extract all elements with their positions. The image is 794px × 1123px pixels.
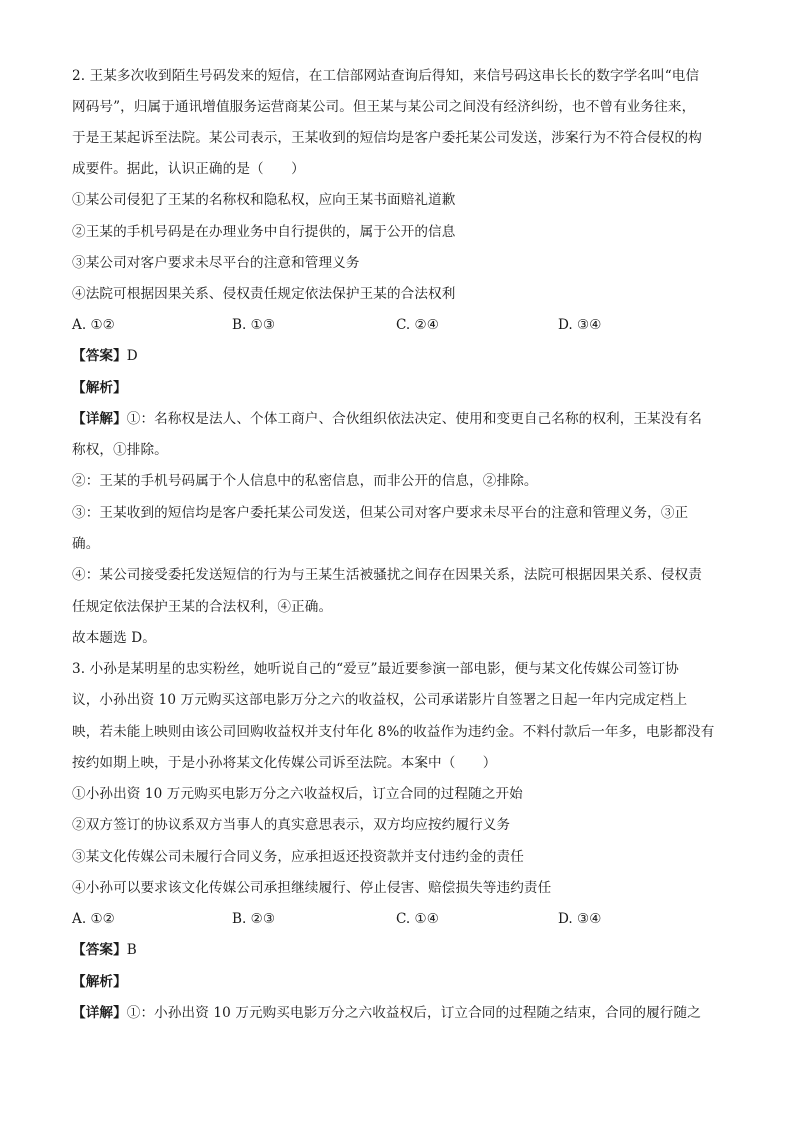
q2-detail-line-8: 故本题选 D。 xyxy=(72,630,156,646)
q3-option-d: D. ③④ xyxy=(558,911,602,927)
q2-detail-label: 【详解】 xyxy=(72,411,127,427)
q2-option-c: C. ②④ xyxy=(396,317,439,333)
q3-statement-1: ①小孙出资 10 万元购买电影万分之六收益权后，订立合同的过程随之开始 xyxy=(72,786,523,802)
q2-detail-line-3: ②：王某的手机号码属于个人信息中的私密信息，而非公开的信息，②排除。 xyxy=(72,473,538,489)
q3-statement-4: ④小孙可以要求该文化传媒公司承担继续履行、停止侵害、赔偿损失等违约责任 xyxy=(72,880,552,896)
q3-statement-3: ③某文化传媒公司未履行合同义务，应承担返还投资款并支付违约金的责任 xyxy=(72,849,524,865)
q2-option-d: D. ③④ xyxy=(558,317,602,333)
q3-stem-line-3: 映，若未能上映则由该公司回购收益权并支付年化 8%的收益作为违约金。不料付款后一年多，电影都没有 xyxy=(72,724,715,740)
q2-answer-value: D xyxy=(126,348,138,364)
q3-statement-2: ②双方签订的协议系双方当事人的真实意思表示，双方均应按约履行义务 xyxy=(72,817,511,833)
q2-detail-line-7: 任规定依法保护王某的合法权利，④正确。 xyxy=(72,599,333,615)
q2-option-a: A. ①② xyxy=(72,317,115,333)
q2-stem-line-2: 网码号”，归属于通讯增值服务运营商某公司。但王某与某公司之间没有经济纠纷，也不曾有业务往来， xyxy=(72,99,696,115)
q3-option-c: C. ①④ xyxy=(396,911,439,927)
q3-answer-value: B xyxy=(126,942,137,958)
q2-detail-line-6: ④：某公司接受委托发送短信的行为与王某生活被骚扰之间存在因果关系，法院可根据因果关系、侵权责 xyxy=(72,567,702,583)
q2-statement-1: ①某公司侵犯了王某的名称权和隐私权，应向王某书面赔礼道歉 xyxy=(72,192,456,208)
q3-option-b: B. ②③ xyxy=(232,911,276,927)
q3-option-a: A. ①② xyxy=(72,911,115,927)
q2-answer xyxy=(72,346,138,366)
q2-detail-line-2: 称权，①排除。 xyxy=(72,442,168,458)
q2-detail-line-5: 确。 xyxy=(72,536,100,552)
q2-statement-4: ④法院可根据因果关系、侵权责任规定依法保护王某的合法权利 xyxy=(72,286,456,302)
q2-detail-line-1 xyxy=(72,409,702,429)
q3-answer-label: 【答案】 xyxy=(72,942,127,958)
q3-detail-line-1 xyxy=(72,1003,701,1023)
q2-statement-3: ③某公司对客户要求未尽平台的注意和管理义务 xyxy=(72,255,360,271)
q2-detail-text-1: ①：名称权是法人、个体工商户、合伙组织依法决定、使用和变更自己名称的权利，王某没有名 xyxy=(126,411,702,427)
q2-detail-line-4: ③：王某收到的短信均是客户委托某公司发送，但某公司对客户要求未尽平台的注意和管理义务，③正 xyxy=(72,505,689,521)
q3-stem-line-4: 按约如期上映，于是小孙将某文化传媒公司诉至法院。本案中（ ） xyxy=(72,755,497,771)
q3-stem-line-2: 议，小孙出资 10 万元购买这部电影万分之六的收益权，公司承诺影片自签署之日起一年内完成定档上 xyxy=(72,692,688,708)
q3-stem-line-1: 3. 小孙是某明星的忠实粉丝，她听说自己的“爱豆”最近要参演一部电影，便与某文化传媒公司签订协 xyxy=(72,661,679,677)
q2-stem-line-4: 成要件。据此，认识正确的是（ ） xyxy=(72,161,305,177)
q2-options xyxy=(72,315,732,335)
q3-analysis-label: 【解析】 xyxy=(72,974,127,990)
q3-detail-label: 【详解】 xyxy=(72,1005,127,1021)
q2-answer-label: 【答案】 xyxy=(72,348,127,364)
q2-stem-line-1: 2. 王某多次收到陌生号码发来的短信，在工信部网站查询后得知，来信号码这串长长的数字学名叫“电信 xyxy=(72,68,700,84)
q3-options xyxy=(72,909,732,929)
q3-answer xyxy=(72,940,137,960)
q2-stem-line-3: 于是王某起诉至法院。某公司表示，王某收到的短信均是客户委托某公司发送，涉案行为不符合侵权的构 xyxy=(72,130,702,146)
q2-statement-2: ②王某的手机号码是在办理业务中自行提供的，属于公开的信息 xyxy=(72,224,456,240)
q2-option-b: B. ①③ xyxy=(232,317,276,333)
q2-analysis-label: 【解析】 xyxy=(72,380,127,396)
q3-detail-text-1: ①：小孙出资 10 万元购买电影万分之六收益权后，订立合同的过程随之结束，合同的履行随之 xyxy=(126,1005,701,1021)
